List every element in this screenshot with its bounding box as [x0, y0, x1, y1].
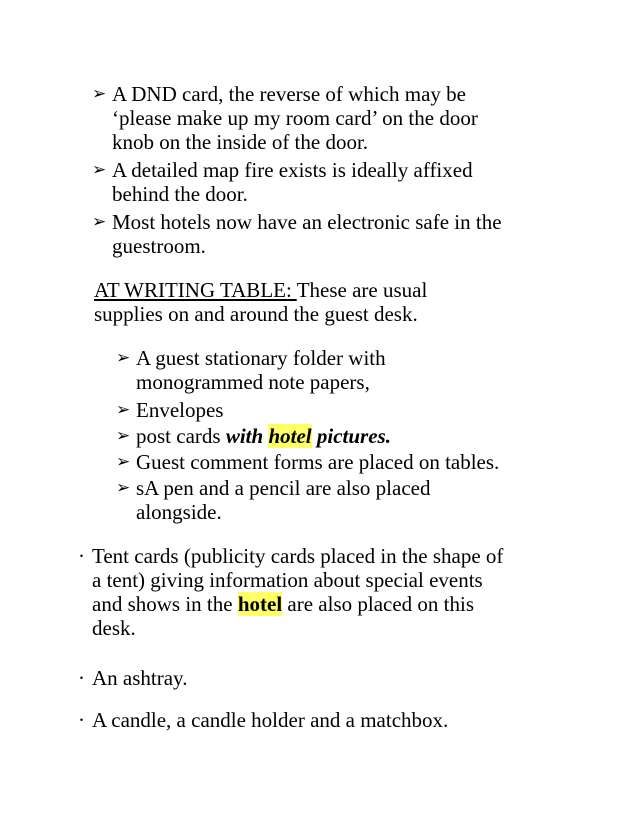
- list-item: [116, 424, 616, 448]
- paragraph-text: supplies on and around the guest desk.: [94, 302, 418, 326]
- list-item-text: sA pen and a pencil are also placed: [136, 476, 431, 500]
- list-item: [116, 476, 616, 524]
- list-item-text: behind the door.: [112, 182, 248, 206]
- arrow-bullet-icon: ➢: [92, 160, 107, 180]
- emphasis-text: pictures.: [311, 424, 391, 448]
- arrow-bullet-icon: ➢: [116, 426, 131, 446]
- list-item-text: Envelopes: [136, 398, 224, 422]
- highlighted-word: hotel: [237, 592, 283, 616]
- list-item-text: A DND card, the reverse of which may be: [112, 82, 466, 106]
- arrow-bullet-icon: ➢: [92, 84, 107, 104]
- list-item-text: Most hotels now have an electronic safe in the: [112, 210, 502, 234]
- list-item: [78, 544, 618, 640]
- list-item-text: A guest stationary folder with: [136, 346, 386, 370]
- list-item: [78, 708, 618, 732]
- list-item: [92, 82, 612, 154]
- list-item-text: a tent) giving information about special events: [92, 568, 483, 592]
- list-item-text: An ashtray.: [92, 666, 188, 690]
- dot-bullet-icon: ·: [78, 544, 85, 568]
- list-item-text: Tent cards (publicity cards placed in the shape of: [92, 544, 504, 568]
- list-item-text: ‘please make up my room card’ on the door: [112, 106, 478, 130]
- list-item-text: monogrammed note papers,: [136, 370, 370, 394]
- emphasis-text: with: [225, 424, 269, 448]
- list-item-text: Guest comment forms are placed on tables.: [136, 450, 500, 474]
- highlighted-word: hotel: [268, 424, 312, 448]
- list-item-text: post cards: [136, 424, 226, 448]
- list-item-text: are also placed on this: [282, 592, 475, 616]
- list-item: [116, 450, 616, 474]
- arrow-bullet-icon: ➢: [116, 400, 131, 420]
- arrow-bullet-icon: ➢: [116, 452, 131, 472]
- dot-bullet-icon: ·: [78, 666, 85, 690]
- list-item: [78, 666, 618, 690]
- section-heading: AT WRITING TABLE:: [94, 278, 297, 302]
- list-item: [116, 346, 616, 394]
- list-item-text: and shows in the: [92, 592, 238, 616]
- writing-table-paragraph: [94, 278, 614, 326]
- list-item: [92, 158, 612, 206]
- dot-bullet-icon: ·: [78, 708, 85, 732]
- list-item: [92, 210, 612, 258]
- arrow-bullet-icon: ➢: [116, 348, 131, 368]
- list-item-text: A candle, a candle holder and a matchbox.: [92, 708, 449, 732]
- paragraph-text: These are usual: [296, 278, 428, 302]
- arrow-bullet-icon: ➢: [116, 478, 131, 498]
- list-item-text: knob on the inside of the door.: [112, 130, 369, 154]
- arrow-bullet-icon: ➢: [92, 212, 107, 232]
- list-item-text: desk.: [92, 616, 136, 640]
- list-item-text: guestroom.: [112, 234, 206, 258]
- list-item: [116, 398, 616, 422]
- list-item-text: A detailed map fire exists is ideally affixed: [112, 158, 473, 182]
- list-item-text: alongside.: [136, 500, 222, 524]
